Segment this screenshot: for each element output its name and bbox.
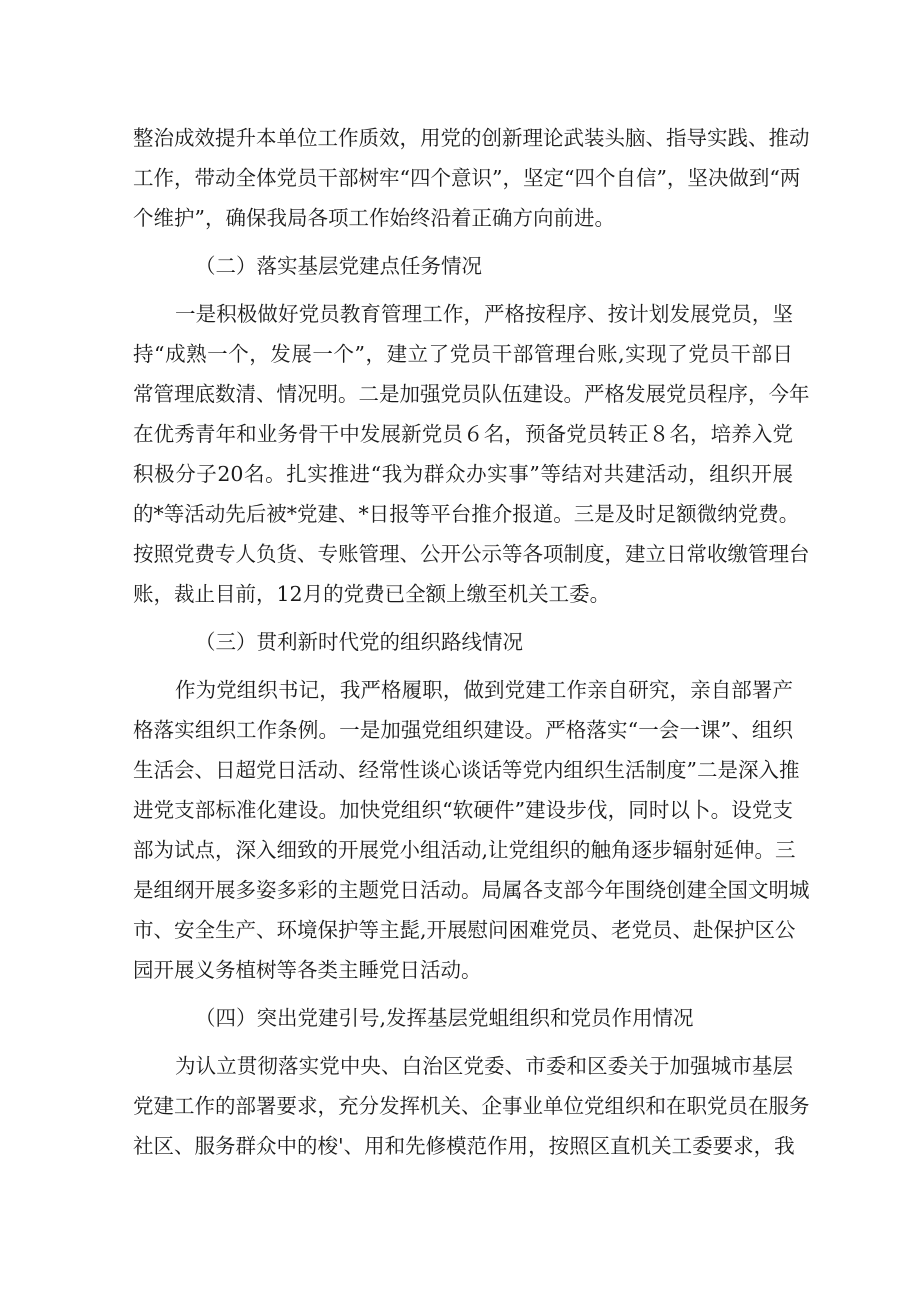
- body-line: 常管理底数清、情况明。二是加强党员队伍建设。严格发展党员程序，今年: [133, 382, 810, 406]
- body-line: 持“成熟一个，发展一个”，建立了党员干部管理台账,实现了党员干部日: [133, 342, 793, 366]
- paragraph-first-line: 一是积极做好党员教育管理工作，严格按程序、按计划发展党员，坚: [175, 302, 793, 326]
- section-heading-4: （四）突出党建引号,发挥基层党蛆组织和党员作用情况: [195, 1006, 694, 1030]
- body-line: 的*等活动先后被*党建、*日报等平台推介报道。三是及时足额微纳党费。: [133, 502, 800, 526]
- body-line: 整治成效提升本单位工作质效，用党的创新理论武装头脑、指导实践、推动: [133, 126, 810, 150]
- body-line: 党建工作的部署要求，充分发挥机关、企事业单位党组织和在职党员在服务: [133, 1094, 810, 1118]
- body-line: 格落实组织工作条例。一是加强党组织建设。严格落实“一会一课”、组织: [133, 718, 793, 742]
- paragraph-first-line: 为认立贯彻落实党中央、白治区党委、市委和区委关于加强城市基层: [175, 1054, 793, 1078]
- body-line: 部为试点，深入细致的开展党小组活动,让党组织的触角逐步辐射延伸。三: [133, 838, 796, 862]
- body-line: 积极分子20名。扎实推进“我为群众办实事”等结对共建活动，组织开展: [133, 462, 793, 486]
- body-line: 市、安全生产、环境保护等主髭,开展慰问困难党员、老党员、赴保护区公: [133, 918, 796, 942]
- body-line: 社区、服务群众中的梭'、用和先修模范作用，按照区直机关工委要求，我: [133, 1134, 795, 1158]
- body-line: 工作，带动全体党员干部树牢“四个意识”，坚定“四个自信”，坚决做到“两: [133, 166, 801, 190]
- body-line: 进党支部标准化建设。加快党组织“软硬件”建设步伐，同时以卜。设党支: [133, 798, 793, 822]
- body-line: 在优秀青年和业务骨干中发展新党员６名，预备党员转正８名，培养入党: [133, 422, 793, 446]
- body-line: 账，裁止目前，12月的党费已全额上缴至机关工委。: [133, 582, 611, 606]
- body-line: 是组纲开展多姿多彩的主题党日活动。局属各支部今年围绕创建全国文明城: [133, 878, 810, 902]
- section-heading-2: （二）落实基层党建点任务情况: [195, 254, 482, 278]
- body-line: 生活会、日超党日活动、经常性谈心谈话等党内组织生活制度”二是深入推: [133, 758, 800, 782]
- body-line: 园开展义务植树等各类主睡党日活动。: [133, 958, 482, 982]
- section-heading-3: （三）贯利新时代党的组织路线情况: [195, 630, 523, 654]
- paragraph-first-line: 作为党组织书记，我严格履职，做到党建工作亲自研究，亲自部署产: [175, 678, 793, 702]
- body-line: 个维护”，确保我局各项工作始终沿着正确方向前进。: [133, 206, 615, 230]
- body-line: 按照党费专人负货、专账管理、公开公示等各项制度，建立日常收缴管理台: [133, 542, 810, 566]
